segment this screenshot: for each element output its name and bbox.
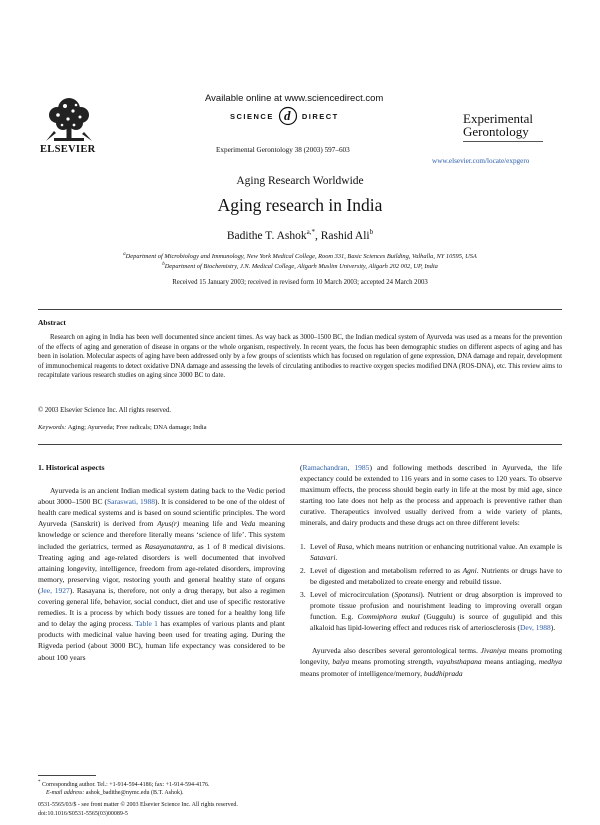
- term-jivaniya: Jivaniya: [480, 646, 507, 656]
- text-run: ). It is considered to be one of the oldest of health care medical systems and is based on sound scientific principles. The word Ayurveda (Sanskrit) is derived from: [38, 497, 285, 529]
- text-run: Ayurveda is an ancient Indian medical system dating back to the Vedic period about 3000–1500 BC (: [38, 486, 285, 507]
- text-run: meaning knowledge or science and therefore literally means ‘science of life’. This system included the geriatrics, termed as: [38, 519, 285, 551]
- term-satavari: Satavari: [310, 552, 336, 562]
- publisher-name: ELSEVIER: [40, 144, 96, 155]
- issn-line: 0531-5565/03/$ - see front matter © 2003 Elsevier Science Inc. All rights reserved.: [38, 802, 238, 808]
- term-balya: balya: [332, 657, 350, 667]
- text-run: ). Nutrient or drug absorption is improved to promote tissue profusion and nourishment leading to improving overall organ function. E.g.: [310, 589, 562, 622]
- levels-list: [300, 541, 562, 634]
- body-column-right: [300, 462, 562, 679]
- term-spotansi: Spotansi: [394, 589, 421, 599]
- text-run: ) and following methods described in Ayurveda, the life expectancy could be extended to 116 years and in some cases to 120 years. To observe maximum effects, the process should begin early in life at the most by mid age, since starting too late does not help as the process and approach is preventive rather than curative. Therapeutics involved usually derived from a wide variety of plants, minerals, and dairy products and these drugs act on three different levels:: [300, 463, 562, 528]
- footnote-line-2: [38, 789, 210, 797]
- abstract-copyright: © 2003 Elsevier Science Inc. All rights reserved.: [38, 407, 171, 414]
- available-online-text[interactable]: Available online at www.sciencedirect.com: [205, 93, 384, 104]
- issn-block: [38, 801, 238, 818]
- text-run: ). Rasayana is, therefore, not only a drug therapy, but also a regimen covering general life, behavior, social conduct, diet and use of specific restorative remedies. It is a process by which body tissues are toned for a healthy long life and to delay the aging process.: [38, 585, 285, 629]
- affiliation-a: [0, 252, 600, 260]
- svg-text:d: d: [283, 108, 292, 123]
- term-medhya: medhya: [538, 657, 563, 667]
- keywords: [38, 424, 207, 431]
- reference-link[interactable]: Ramachandran, 1985: [302, 463, 370, 472]
- term-agni: Agni: [462, 565, 477, 575]
- footnote-line-1: [38, 779, 210, 789]
- text-run: Level of digestion and metabolism referred to as: [310, 565, 463, 575]
- abstract-bottom-rule: [38, 444, 562, 445]
- elsevier-tree-icon: [40, 95, 98, 143]
- received-dates: Received 15 January 2003; received in revised form 10 March 2003; accepted 24 March 2003: [172, 279, 428, 286]
- elsevier-logo: [40, 95, 100, 155]
- list-item: [300, 589, 562, 633]
- doi-line[interactable]: doi:10.1016/S0531-5565(03)00089-5: [38, 810, 128, 817]
- affiliation-b-text: Department of Biochemistry, J.N. Medical College, Aligarh Muslim University, Aligarh 202 002, UP, India: [164, 263, 438, 271]
- author-1-affil: a,*: [306, 228, 315, 236]
- text-run: means promoting longevity,: [300, 646, 562, 667]
- table-link[interactable]: Table 1: [135, 619, 158, 629]
- list-number: 3.: [300, 589, 306, 599]
- list-number: 1.: [300, 541, 306, 551]
- footnote: [38, 779, 210, 797]
- text-run: (Guggulu) is source of gugulipid and this alkaloid has lipid-lowering effect and reduces risk of arteriosclerosis (: [310, 612, 562, 633]
- text-run: means promoter of intelligence/memory,: [300, 668, 424, 678]
- term-veda: Veda: [240, 519, 256, 529]
- text-run: ).: [550, 623, 556, 633]
- footnote-contact: Corresponding author. Tel.: +1-914-594-4186; fax: +1-914-594-4176.: [42, 782, 210, 788]
- right-paragraph-2: [300, 645, 562, 678]
- abstract-heading: Abstract: [38, 318, 66, 327]
- term-commiphora: Commiphora mukul: [357, 612, 420, 622]
- body-column-left: [38, 462, 285, 663]
- abstract-top-rule: [38, 309, 562, 310]
- journal-name-line2: Gerontology: [463, 124, 529, 139]
- author-line: [0, 228, 600, 242]
- list-number: 2.: [300, 565, 306, 575]
- journal-name-rule: [463, 141, 543, 142]
- author-2-affil: b: [369, 228, 374, 236]
- affiliation-b-mark: b: [162, 262, 165, 267]
- sciencedirect-right-word: DIRECT: [301, 111, 339, 121]
- term-buddhiprada: buddhiprada: [423, 668, 463, 678]
- journal-name: [463, 112, 533, 138]
- reference-link[interactable]: Dev, 1988: [520, 623, 551, 633]
- list-item: [300, 541, 562, 563]
- text-run: .: [335, 552, 338, 562]
- keywords-label: Keywords:: [38, 424, 67, 431]
- article-title: Aging research in India: [217, 195, 383, 215]
- reference-link[interactable]: Saraswati, 1988: [106, 497, 156, 507]
- keywords-list: Aging; Ayurveda; Free radicals; DNA damage; India: [67, 424, 207, 431]
- text-run: , which means nutrition or enhancing nutritional value. An example is: [352, 541, 562, 551]
- text-run: Level of microcirculation (: [310, 589, 395, 599]
- term-rasa: Rasa: [337, 541, 353, 551]
- sciencedirect-left-word: SCIENCE: [230, 111, 274, 121]
- text-run: Ayurveda also describes several gerontological terms.: [312, 646, 481, 656]
- text-run: has examples of various plants and plant products with medicinal value having been used for treating aging. During the Rigveda period (about 3000 BC), human life expectancy was considered to be about 100 years: [38, 619, 285, 662]
- author-separator: ,: [314, 229, 321, 242]
- email-address[interactable]: ashok_badithe@nymc.edu (B.T. Ashok).: [85, 790, 184, 796]
- text-run: . Nutrients or drugs have to be digested and metabolized to create energy and rebuild tissue.: [310, 565, 562, 586]
- journal-url-link[interactable]: www.elsevier.com/locate/expgero: [432, 157, 530, 165]
- sciencedirect-at-icon: [278, 106, 298, 126]
- sciencedirect-logo[interactable]: [230, 106, 339, 126]
- left-paragraph-1: [38, 485, 285, 663]
- text-run: , as 1 of 8 medical divisions. Treating aging and age-related disorders is well documented that involved attaining longevity, intelligence, freedom from age-related disorders, improving memory, preserving vigor, restoring youth and general healthy state of organs (: [38, 541, 285, 595]
- footnote-rule: [38, 775, 96, 776]
- term-vayahsthapana: vayahsthapana: [436, 657, 482, 667]
- author-1: Badithe T. Ashok: [226, 229, 307, 242]
- footnote-mark: *: [38, 780, 41, 785]
- affiliation-a-text: Department of Microbiology and Immunology, New York Medical College, Room 331, Basic Sciences Building, Valhalla, NY 10595, USA: [125, 253, 477, 261]
- reference-link[interactable]: Jee, 1927: [40, 585, 70, 595]
- abstract-text: Research on aging in India has been well documented since ancient times. As way back as 3000–1500 BC, the Indian medical system of Ayurveda was used as a means for the prevention of the effects of aging and generation of disease in organs or the whole organism, respectively. In recent years, the focus has been demographic studies on different aspects of aging and has been in isolation. Molecular aspects of aging have been addressed only by a few groups of scientists which has focused on regulation of gene expression, DNA damage and repair, development of immunochemical reagents to detect oxidative DNA damage and assessing the levels of circulating antibodies to reactive oxygen species modified DNA (ROS-DNA), etc. This review aims to recapitulate various research studies on aging since 3000 BC to date.: [38, 334, 562, 380]
- text-run: meaning life and: [179, 519, 241, 529]
- text-run: means promoting strength,: [349, 657, 437, 667]
- affiliation-b: [0, 262, 600, 270]
- text-run: Level of: [310, 541, 338, 551]
- journal-name-line1: Experimental: [463, 111, 534, 126]
- section-1-heading: 1. Historical aspects: [38, 463, 105, 472]
- term-ayus: Ayus(r): [157, 519, 180, 529]
- text-run: means antiaging,: [481, 657, 539, 667]
- author-2: Rashid Ali: [320, 229, 370, 242]
- right-paragraph-1: (Ramachandran, 1985) and following methods described in Ayurveda, the life expectancy could be extended to 116 years and in some cases to 120 years. To observe maximum effects, the process should begin early in life at the most by mid age, since starting too late does not help as the process and approach is preventive rather than curative. Therapeutics involved usually derived from a wide variety of plants, minerals, and dairy products and these drugs act on three different levels:: [300, 463, 562, 528]
- list-item: [300, 565, 562, 587]
- email-label: E-mail address:: [46, 790, 85, 796]
- journal-citation: Experimental Gerontology 38 (2003) 597–603: [216, 146, 350, 154]
- term-rasayanatantra: Rasayanatantra: [144, 541, 193, 551]
- affiliation-a-mark: a: [123, 252, 126, 257]
- section-label: Aging Research Worldwide: [236, 175, 364, 187]
